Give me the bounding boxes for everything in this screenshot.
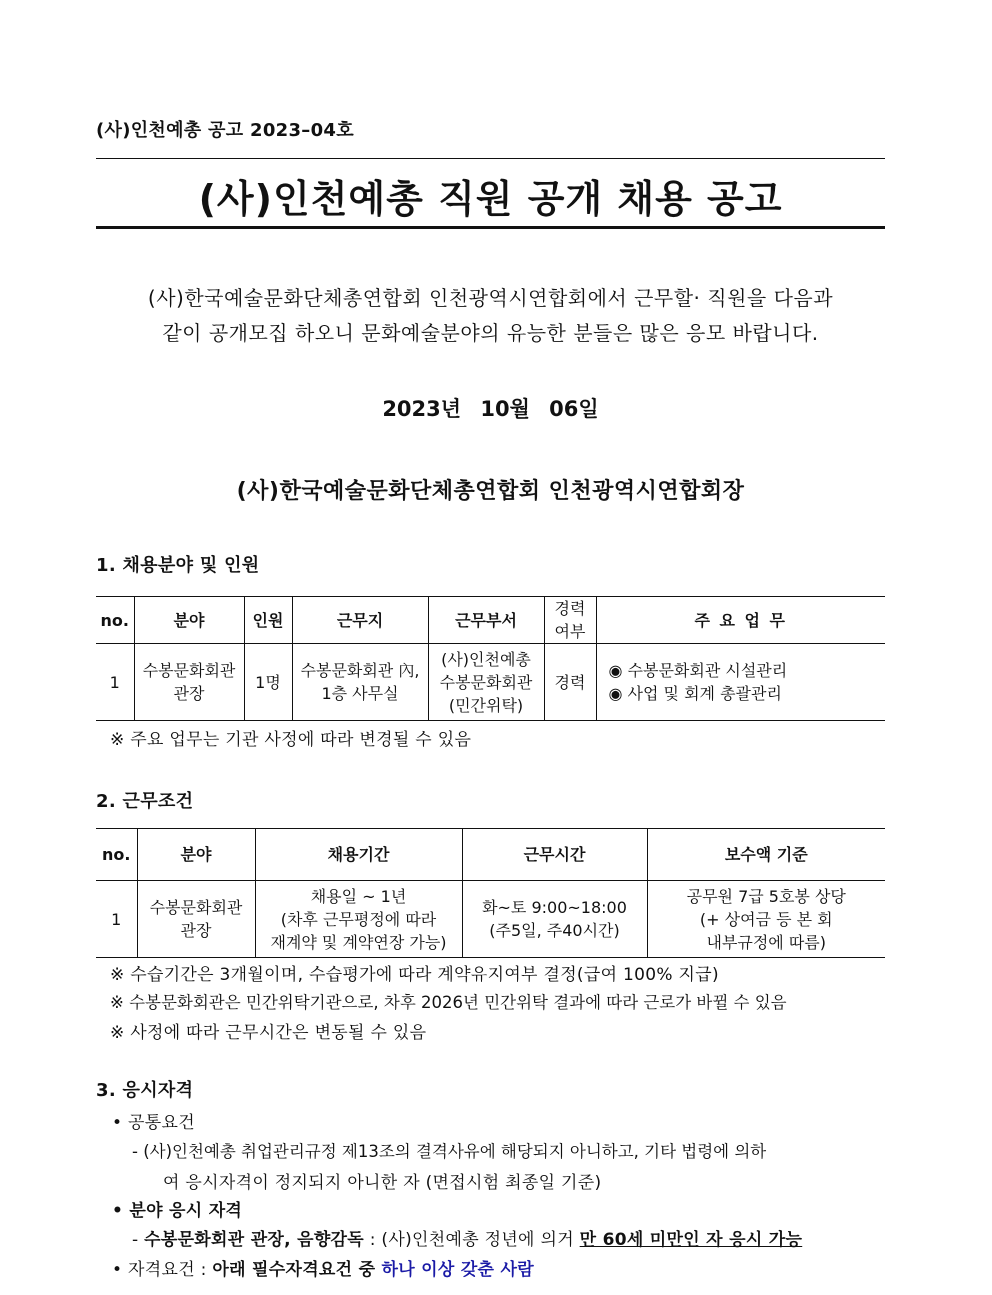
cell-line: 공무원 7급 5호봉 상당 [686,886,846,906]
intro-line: 같이 공개모집 하오니 문화예술분야의 유능한 분들은 많은 응모 바랍니다. [162,321,819,345]
table-row [96,881,885,958]
announcement-date: 2023년 10월 06일 [382,397,599,421]
cell-no: 1 [96,644,134,721]
page-title: (사)인천예총 직원 공개 채용 공고 [198,177,783,221]
cell-line: 관장 [173,684,205,703]
footnote: ※ 수봉문화회관은 민간위탁기관으로, 차후 2026년 민간위탁 결과에 따라 근로가 바뀔 수 있음 [110,993,787,1012]
col-header: 채용기간 [255,829,462,881]
issuing-organization: (사)한국예술문화단체총연합회 인천광역시연합회장 [236,479,745,504]
conditions-table [96,828,885,958]
col-header: 근무지 [292,597,428,644]
footnote: ※ 사정에 따라 근무시간은 변동될 수 있음 [110,1023,427,1043]
cell-dept [428,644,544,721]
cell-field [137,881,255,958]
cell-line: 재계약 및 계약연장 가능) [270,932,447,952]
cell-field [134,644,244,721]
section-heading: 3. 응시자격 [96,1080,194,1101]
cell-line: (+ 상여금 등 본 회 [699,909,833,929]
col-header: 분야 [137,829,255,881]
cell-line: 화~토 9:00~18:00 [482,898,627,917]
field-rule: : (사)인천예총 정년에 의거 [364,1230,580,1250]
intro-line: (사)한국예술문화단체총연합회 인천광역시연합회에서 근무할· 직원을 다음과 [147,286,834,310]
title-divider [96,226,885,229]
cell-line: 수봉문화회관 [142,661,236,680]
cell-line: 채용일 ~ 1년 [310,886,407,906]
field-qualification-label: • 분야 응시 자격 [112,1201,243,1221]
cell-line: (사)인천예총 [441,649,531,669]
col-header: 근무시간 [462,829,647,881]
footnote: ※ 수습기간은 3개월이며, 수습평가에 따라 계약유지여부 결정(급여 100% 지급) [110,965,719,985]
cell-no: 1 [96,881,137,958]
col-header: no. [96,597,134,644]
common-requirements-text: 여 응시자격이 정지되지 아니한 자 (면접시험 최종일 기준) [163,1173,602,1193]
cell-period [255,881,462,958]
qualification-emphasis: 하나 이상 갖춘 사람 [381,1260,534,1280]
col-header: 인원 [244,597,292,644]
col-header: 근무부서 [428,597,544,644]
field-qualification-text [132,1225,802,1250]
cell-duties [596,644,885,721]
footnote: ※ 주요 업무는 기관 사정에 따라 변경될 수 있음 [110,730,472,750]
common-requirements-text: - (사)인천예총 취업관리규정 제13조의 결격사유에 해당되지 아니하고, 기타 법령에 의하 [132,1142,767,1161]
cell-pay [647,881,885,958]
cell-line: 내부규정에 따름) [706,932,827,952]
cell-line: 관장 [180,921,212,940]
section-heading: 1. 채용분야 및 인원 [96,555,260,576]
notice-number: (사)인천예총 공고 2023–04호 [96,120,354,141]
cell-line: (민간위탁) [448,695,524,715]
col-header: no. [96,829,137,881]
field-positions: 수봉문화회관 관장, 음향감독 [144,1230,364,1250]
cell-hours [462,881,647,958]
duty-item: ◉ 수봉문화회관 시설관리 [608,661,788,680]
table-row [96,644,885,721]
section-heading: 2. 근무조건 [96,791,194,812]
cell-place [292,644,428,721]
cell-line: 1층 사무실 [321,684,399,703]
qualification-requirements [112,1255,534,1280]
cell-line: 수봉문화회관 [149,898,243,917]
cell-line: 수봉문화회관 內, [300,661,420,680]
duty-item: ◉ 사업 및 회계 총괄관리 [608,684,782,703]
top-divider [96,158,885,159]
qualification-label: • 자격요건 : [112,1260,213,1280]
col-header: 경력 여부 [544,597,596,644]
qualification-bold: 아래 필수자격요건 중 [212,1260,382,1280]
dash: - [132,1230,145,1250]
cell-line: 수봉문화회관 [439,672,533,692]
cell-career: 경력 [544,644,596,721]
col-header: 보수액 기준 [647,829,885,881]
age-limit: 만 60세 미만인 자 응시 가능 [579,1230,803,1250]
col-header: 분야 [134,597,244,644]
cell-line: (차후 근무평정에 따라 [280,909,437,929]
cell-line: (주5일, 주40시간) [489,921,620,940]
common-requirements-label: • 공통요건 [112,1113,195,1133]
intro-paragraph [96,281,885,351]
col-header: 주 요 업 무 [596,597,885,644]
position-table [96,596,885,721]
cell-count: 1명 [244,644,292,721]
